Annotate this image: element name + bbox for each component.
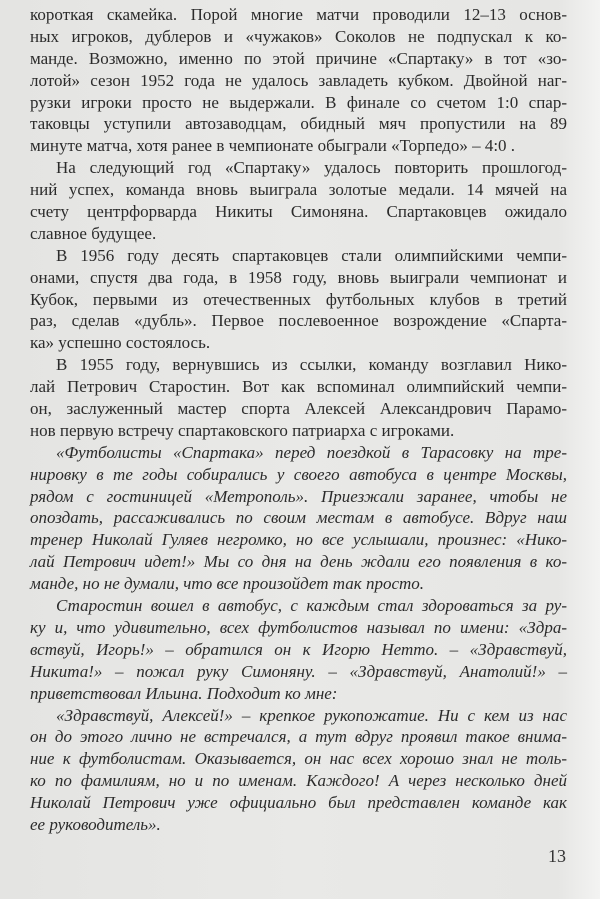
text-line: лай Петрович Старостин. Вот как вспоминал олимпийский чемпи- (30, 377, 567, 397)
text-line: раз, сделав «дубль». Первое послевоенное возрождение «Спарта- (30, 311, 567, 331)
text-line: ных игроков, дублеров и «чужаков» Соколов не подпускал к ко- (30, 26, 567, 46)
text-line: ку и, что удивительно, всех футболистов называл по имени: «Здра- (30, 617, 567, 637)
text-line: опоздать, рассаживались по своим местам в автобусе. Вдруг наш (30, 508, 567, 528)
text-line: «Здравствуй, Алексей!» – крепкое рукопожатие. Ни с кем из нас (56, 705, 567, 725)
text-line: ка» успешно состоялось. (30, 333, 211, 353)
text-line: счету центрфорварда Никиты Симоняна. Спартаковцев ожидало (30, 202, 567, 222)
text-line: «Футболисты «Спартака» перед поездкой в Тарасовку на тре- (56, 442, 567, 462)
text-line: рузки игроки просто не выдержали. В финале со счетом 1:0 спар- (30, 92, 567, 112)
quote-paragraph (30, 595, 567, 704)
quote-paragraph (30, 442, 567, 595)
text-line: тренер Николай Гуляев негромко, но все услышали, произнес: «Нико- (30, 530, 567, 550)
text-line: Старостин вошел в автобус, с каждым стал здороваться за ру- (56, 596, 567, 616)
text-line: таковцы уступили автозаводцам, обидный мяч пропустили на 89 (30, 114, 567, 134)
text-line: манде. Возможно, именно по этой причине «Спартаку» в тот «зо- (30, 48, 567, 68)
text-line: Никита!» – пожал руку Симоняну. – «Здравствуй, Анатолий!» – (30, 661, 567, 681)
text-line: онами, спустя два года, в 1958 году, вновь выиграли чемпионат и (30, 267, 567, 287)
text-line: вствуй, Игорь!» – обратился он к Игорю Нетто. – «Здравствуй, (30, 639, 567, 659)
page-number: 13 (548, 846, 566, 866)
paragraph (30, 4, 567, 157)
text-line: нировку в те годы собирались у своего автобуса в центре Москвы, (30, 464, 567, 484)
text-line: манде, но не думали, что все произойдет так просто. (30, 574, 425, 594)
text-line: короткая скамейка. Порой многие матчи проводили 12–13 основ- (30, 5, 567, 24)
paragraph (30, 245, 567, 354)
text-line: ее руководитель». (30, 814, 161, 834)
text-line: лай Петрович идет!» Мы со дня на день ждали его появления в ко- (30, 552, 567, 572)
text-line: В 1956 году десять спартаковцев стали олимпийскими чемпи- (56, 245, 567, 265)
text-line: рядом с гостиницей «Метрополь». Приезжали заранее, чтобы не (30, 486, 567, 506)
text-line: ние к футболистам. Оказывается, он нас всех хорошо знал не толь- (30, 749, 567, 769)
text-line: нов первую встречу спартаковского патриарха с игроками. (30, 420, 455, 440)
text-line: он до этого лично не встречался, а тут вдруг проявил такое внима- (30, 727, 567, 747)
paragraph (30, 157, 567, 245)
text-line: Кубок, первыми из отечественных футбольных клубов в третий (30, 289, 567, 309)
text-line: он, заслуженный мастер спорта Алексей Александрович Парамо- (30, 399, 567, 419)
text-line: славное будущее. (30, 223, 157, 243)
text-line: приветствовал Ильина. Подходит ко мне: (30, 683, 338, 703)
body-text (30, 4, 567, 836)
text-line: ний успех, команда вновь выиграла золотые медали. 14 мячей на (30, 180, 567, 200)
text-line: лотой» сезон 1952 года не удалось завладеть кубком. Двойной наг- (30, 70, 567, 90)
text-line: минуте матча, хотя ранее в чемпионате обыграли «Торпедо» – 4:0 . (30, 136, 516, 156)
text-line: ко по фамилиям, но и по именам. Каждого! А через несколько дней (30, 771, 567, 791)
text-line: Николай Петрович уже официально был представлен команде как (30, 793, 567, 813)
quote-paragraph (30, 705, 567, 836)
text-line: В 1955 году, вернувшись из ссылки, команду возглавил Нико- (56, 355, 567, 375)
text-line: На следующий год «Спартаку» удалось повторить прошлогод- (56, 158, 567, 178)
paragraph (30, 354, 567, 442)
